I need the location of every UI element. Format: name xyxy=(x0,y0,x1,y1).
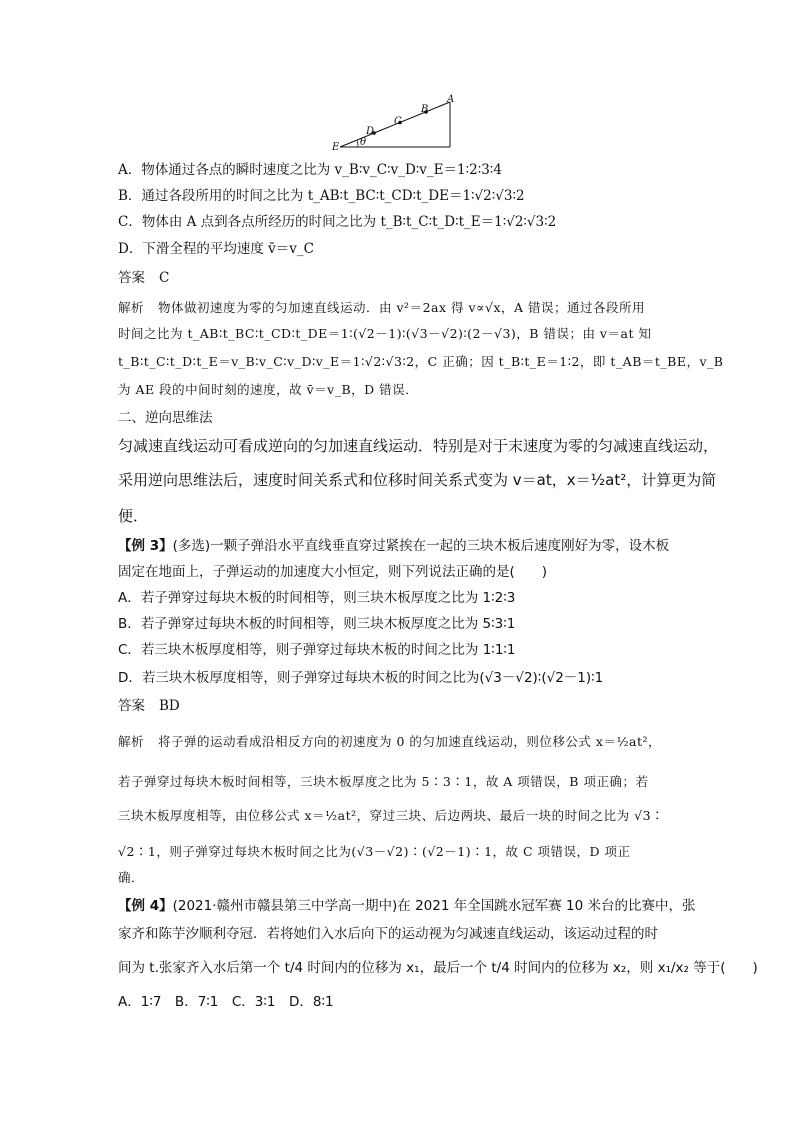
example-3-option-c: C．若三块木板厚度相等，则子弹穿过每块木板的时间之比为 1∶1∶1 xyxy=(118,642,516,658)
label-D: D xyxy=(366,126,375,137)
analysis-3-line-2: 若子弹穿过每块木板时间相等，三块木板厚度之比为 5∶3∶1，故 A 项错误，B 项正确；若 xyxy=(118,774,649,789)
label-A: A xyxy=(447,94,455,105)
incline-figure xyxy=(330,92,470,152)
example-4-stem-2: 家齐和陈芋汐顺利夺冠．若将她们入水后向下的运动视为匀减速直线运动，该运动过程的时 xyxy=(118,926,658,942)
answer-3-label: 答案 xyxy=(118,698,145,714)
section-paragraph-2: 采用逆向思维法后，速度时间关系式和位移时间关系式变为 v＝at，x＝½at²，计算更为简 xyxy=(118,471,717,489)
example-3-option-a: A．若子弹穿过每块木板的时间相等，则三块木板厚度之比为 1∶2∶3 xyxy=(118,590,516,606)
section-paragraph-1: 匀减速直线运动可看成逆向的匀加速直线运动．特别是对于末速度为零的匀减速直线运动， xyxy=(118,437,719,455)
example-4-stem-3: 间为 t.张家齐入水后第一个 t/4 时间内的位移为 x₁，最后一个 t/4 时间内的位移为 x₂，则 x₁/x₂ 等于( ) xyxy=(118,960,758,976)
example-4-options: A．1∶7 B．7∶1 C．3∶1 D．8∶1 xyxy=(118,994,334,1010)
label-theta: θ xyxy=(360,137,367,148)
example-3-option-d: D．若三块木板厚度相等，则子弹穿过每块木板的时间之比为(√3－√2)∶(√2－1)∶1 xyxy=(118,670,604,686)
analysis-1-line-4: 为 AE 段的中间时刻的速度，故 v̄＝v_B，D 错误． xyxy=(118,382,419,397)
analysis-3-line-3: 三块木板厚度相等，由位移公式 x＝½at²，穿过三块、后边两块、最后一块的时间之比为 √3∶ xyxy=(118,808,665,823)
analysis-1-line-3: t_B∶t_C∶t_D∶t_E＝v_B∶v_C∶v_D∶v_E＝1∶√2∶√3∶2，C 正确；因 t_B∶t_E＝1∶2，即 t_AB＝t_BE，v_B xyxy=(118,354,724,369)
option-b: B．通过各段所用的时间之比为 t_AB∶t_BC∶t_CD∶t_DE＝1∶√2∶√3∶2 xyxy=(118,188,525,204)
example-3-option-b: B．若子弹穿过每块木板的时间相等，则三块木板厚度之比为 5∶3∶1 xyxy=(118,616,516,632)
analysis-3-line-1: 解析 将子弹的运动看成沿相反方向的初速度为 0 的匀加速直线运动，则位移公式 x＝½at²， xyxy=(118,734,662,749)
section-paragraph-3: 便． xyxy=(118,507,149,525)
answer-3 xyxy=(118,696,678,716)
example-4-tag: 【例 4】 xyxy=(118,898,173,914)
analysis-1-line-2: 时间之比为 t_AB∶t_BC∶t_CD∶t_DE＝1∶(√2－1)∶(√3－√2)∶(2－√3)，B 错误；由 v＝at 知 xyxy=(118,326,652,341)
label-B: B xyxy=(421,104,429,115)
section-heading: 二、逆向思维法 xyxy=(118,410,213,426)
analysis-3-line-5: 确． xyxy=(118,870,145,885)
answer-3-value: BD xyxy=(159,698,180,714)
example-3-stem-2: 固定在地面上，子弹运动的加速度大小恒定，则下列说法正确的是( ) xyxy=(118,564,548,580)
analysis-3-line-4: √2∶1，则子弹穿过每块木板时间之比为(√3－√2)∶(√2－1)∶1，故 C 项错误，D 项正 xyxy=(118,844,631,859)
analysis-label: 解析 xyxy=(118,300,145,315)
analysis-1-line-1: 解析 物体做初速度为零的匀加速直线运动．由 v²＝2ax 得 v∝√x，A 错误；通过各段所用 xyxy=(118,300,646,315)
answer-label: 答案 xyxy=(118,270,145,286)
option-a: A．物体通过各点的瞬时速度之比为 v_B∶v_C∶v_D∶v_E＝1∶2∶3∶4 xyxy=(118,162,502,178)
answer-1 xyxy=(118,268,678,288)
example-3-tag: 【例 3】 xyxy=(118,538,173,554)
option-c: C．物体由 A 点到各点所经历的时间之比为 t_B∶t_C∶t_D∶t_E＝1∶√2∶√3∶2 xyxy=(118,214,557,230)
analysis-3-label: 解析 xyxy=(118,734,145,749)
example-3-stem-1: 【例 3】(多选)一颗子弹沿水平直线垂直穿过紧挨在一起的三块木板后速度刚好为零，设木板 xyxy=(118,538,670,554)
example-4-stem-1: 【例 4】(2021·赣州市赣县第三中学高一期中)在 2021 年全国跳水冠军赛 10 米台的比赛中，张 xyxy=(118,898,696,914)
label-C: C xyxy=(394,116,402,127)
answer-value: C xyxy=(159,270,170,286)
label-E: E xyxy=(332,142,340,152)
option-d: D．下滑全程的平均速度 v̄＝v_C xyxy=(118,241,314,257)
